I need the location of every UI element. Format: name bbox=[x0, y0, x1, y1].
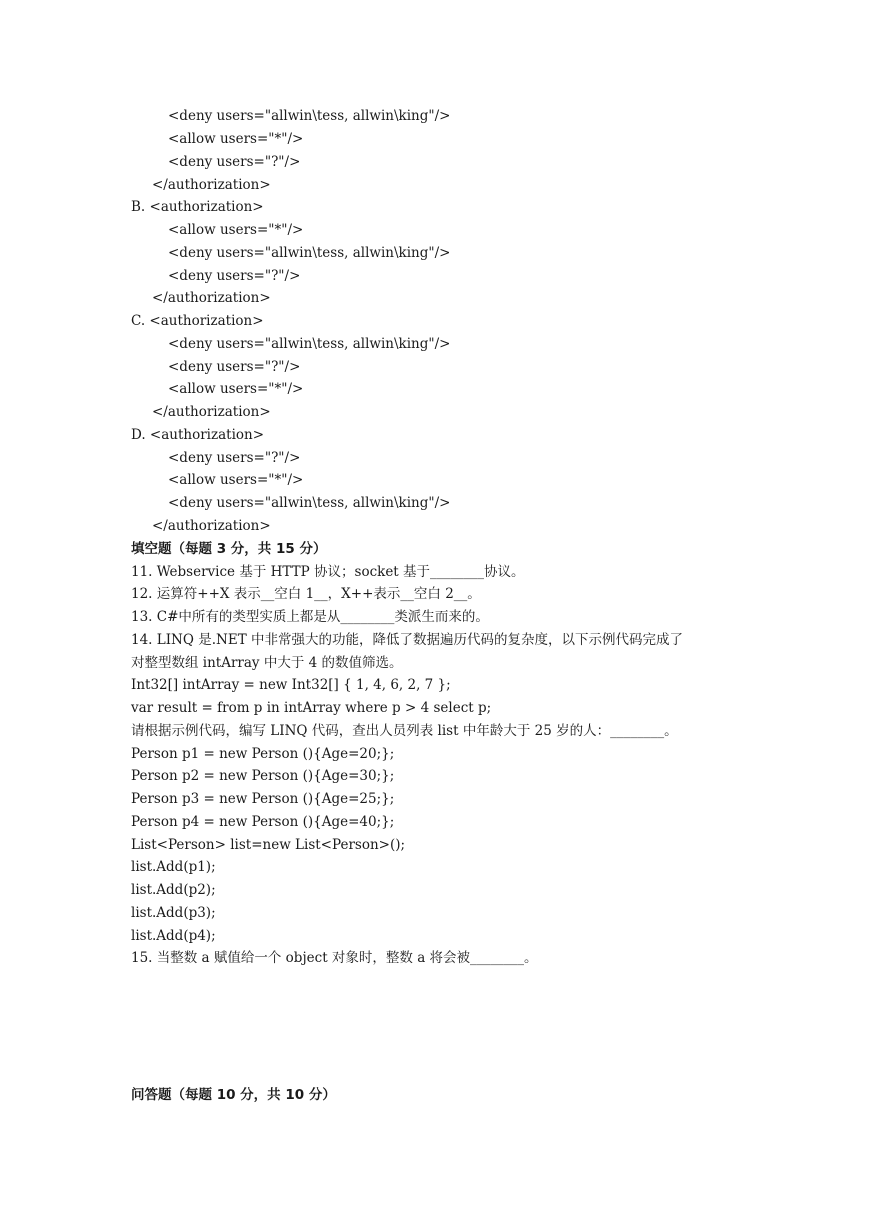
option-b-line-2: <deny users="allwin\tess, allwin\king"/> bbox=[168, 245, 451, 261]
question-13: 13. C#中所有的类型实质上都是从________类派生而来的。 bbox=[131, 609, 489, 625]
option-b-close: </authorization> bbox=[152, 290, 271, 306]
option-c-line-2: <deny users="?"/> bbox=[168, 359, 301, 375]
option-a-close: </authorization> bbox=[152, 177, 271, 193]
code-line-add-3: list.Add(p3); bbox=[131, 905, 216, 921]
option-d-line-2: <allow users="*"/> bbox=[168, 472, 304, 488]
question-14-prompt: 请根据示例代码，编写 LINQ 代码，查出人员列表 list 中年龄大于 25 岁的人：________。 bbox=[131, 723, 678, 739]
option-d-close: </authorization> bbox=[152, 518, 271, 534]
code-line-add-1: list.Add(p1); bbox=[131, 859, 216, 875]
code-line-list-decl: List<Person> list=new List<Person>(); bbox=[131, 837, 406, 853]
question-12: 12. 运算符++X 表示__空白 1__，X++表示__空白 2__。 bbox=[131, 586, 481, 602]
option-a-line-1: <deny users="allwin\tess, allwin\king"/> bbox=[168, 108, 451, 124]
fill-section-heading: 填空题（每题 3 分，共 15 分） bbox=[131, 541, 327, 557]
option-d-line-3: <deny users="allwin\tess, allwin\king"/> bbox=[168, 495, 451, 511]
code-line-int-array: Int32[] intArray = new Int32[] { 1, 4, 6, 2, 7 }; bbox=[131, 677, 451, 693]
code-line-person-4: Person p4 = new Person (){Age=40;}; bbox=[131, 814, 395, 830]
option-c-label: C. <authorization> bbox=[131, 313, 264, 329]
option-b-label: B. <authorization> bbox=[131, 199, 264, 215]
option-c-line-1: <deny users="allwin\tess, allwin\king"/> bbox=[168, 336, 451, 352]
option-b-line-3: <deny users="?"/> bbox=[168, 268, 301, 284]
option-d-line-1: <deny users="?"/> bbox=[168, 450, 301, 466]
option-a-line-3: <deny users="?"/> bbox=[168, 154, 301, 170]
code-line-person-3: Person p3 = new Person (){Age=25;}; bbox=[131, 791, 395, 807]
code-line-linq-query: var result = from p in intArray where p > 4 select p; bbox=[131, 700, 492, 716]
qa-section-heading: 问答题（每题 10 分，共 10 分） bbox=[131, 1087, 336, 1103]
option-b-line-1: <allow users="*"/> bbox=[168, 222, 304, 238]
question-15: 15. 当整数 a 赋值给一个 object 对象时，整数 a 将会被________。 bbox=[131, 950, 538, 966]
option-c-close: </authorization> bbox=[152, 404, 271, 420]
code-line-person-2: Person p2 = new Person (){Age=30;}; bbox=[131, 768, 395, 784]
code-line-person-1: Person p1 = new Person (){Age=20;}; bbox=[131, 746, 395, 762]
option-c-line-3: <allow users="*"/> bbox=[168, 381, 304, 397]
code-line-add-2: list.Add(p2); bbox=[131, 882, 216, 898]
question-14-line-2: 对整型数组 intArray 中大于 4 的数值筛选。 bbox=[131, 655, 403, 671]
option-a-line-2: <allow users="*"/> bbox=[168, 131, 304, 147]
code-line-add-4: list.Add(p4); bbox=[131, 928, 216, 944]
question-14-line-1: 14. LINQ 是.NET 中非常强大的功能，降低了数据遍历代码的复杂度，以下示例代码完成了 bbox=[131, 632, 683, 648]
option-d-label: D. <authorization> bbox=[131, 427, 265, 443]
question-11: 11. Webservice 基于 HTTP 协议；socket 基于________协议。 bbox=[131, 564, 525, 580]
